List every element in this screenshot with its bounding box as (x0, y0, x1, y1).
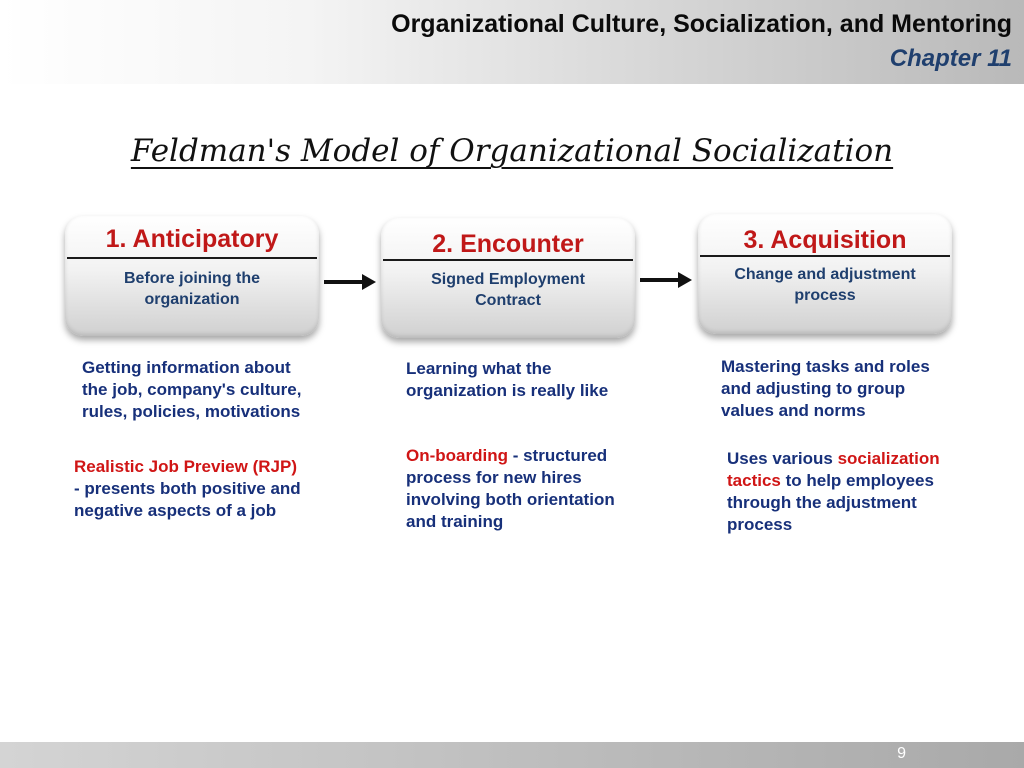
tactics-line (727, 470, 940, 492)
stage-subtitle-line: process (794, 287, 856, 304)
page-number: 9 (897, 745, 906, 762)
header-title: Organizational Culture, Socialization, and Mentoring (391, 10, 1012, 38)
rjp-line: Realistic Job Preview (RJP) (74, 457, 297, 476)
tactics-line: through the adjustment (727, 493, 917, 512)
stage-extra-tactics (727, 448, 940, 536)
slide-title (0, 133, 1024, 169)
header-bar (0, 0, 1024, 84)
stage-extra-rjp (74, 456, 301, 522)
stage-subtitle (75, 268, 309, 310)
onboarding-line: and training (406, 512, 504, 531)
stage-title: 1. Anticipatory (105, 225, 279, 253)
onboarding-line: involving both orientation (406, 490, 615, 509)
stage-extra-onboarding (406, 445, 615, 533)
rjp-line: negative aspects of a job (74, 501, 277, 520)
onboarding-line-rest: - structured (507, 446, 608, 465)
stage-description-acquisition (721, 356, 930, 422)
stage-title: 3. Acquisition (743, 226, 907, 254)
stage-subtitle-line: Before joining the (124, 270, 260, 287)
description-line: Learning what the (406, 359, 552, 378)
stage-subtitle-line: Contract (475, 292, 541, 309)
stage-subtitle (708, 264, 942, 306)
stage-description-encounter (406, 358, 608, 402)
stage-box-acquisition (698, 214, 952, 334)
arrow-right-icon (322, 272, 378, 292)
rjp-line: - presents both positive and (74, 479, 301, 498)
stage-title: 2. Encounter (432, 230, 584, 258)
stage-subtitle-line: Change and adjustment (734, 266, 916, 283)
description-line: Getting information about (82, 358, 291, 377)
tactics-highlight: socialization (837, 449, 940, 468)
slide-title-text: Feldman's Model of Organizational Socialization (130, 133, 894, 169)
stage-box-encounter (381, 218, 635, 338)
tactics-line: process (727, 515, 793, 534)
stage-divider (383, 259, 633, 261)
description-line: the job, company's culture, (82, 380, 302, 399)
stage-divider (700, 255, 950, 257)
arrow-right-icon (638, 270, 694, 290)
onboarding-line (406, 445, 615, 467)
description-line: values and norms (721, 401, 866, 420)
tactics-line (727, 448, 940, 470)
stage-subtitle-line: Signed Employment (431, 271, 585, 288)
description-line: Mastering tasks and roles (721, 357, 930, 376)
stage-subtitle-line: organization (144, 291, 240, 308)
stage-subtitle (391, 269, 625, 311)
description-line: and adjusting to group (721, 379, 906, 398)
tactics-highlight: tactics (727, 471, 781, 490)
stage-divider (67, 257, 317, 259)
tactics-line-rest: to help employees (780, 471, 934, 490)
onboarding-line: process for new hires (406, 468, 582, 487)
onboarding-highlight: On-boarding (406, 446, 508, 465)
stage-box-anticipatory (65, 216, 319, 336)
header-chapter: Chapter 11 (889, 45, 1012, 72)
description-line: organization is really like (406, 381, 609, 400)
description-line: rules, policies, motivations (82, 402, 301, 421)
tactics-line-pre: Uses various (727, 449, 838, 468)
footer-bar (0, 742, 1024, 768)
stage-description-anticipatory (82, 357, 301, 423)
